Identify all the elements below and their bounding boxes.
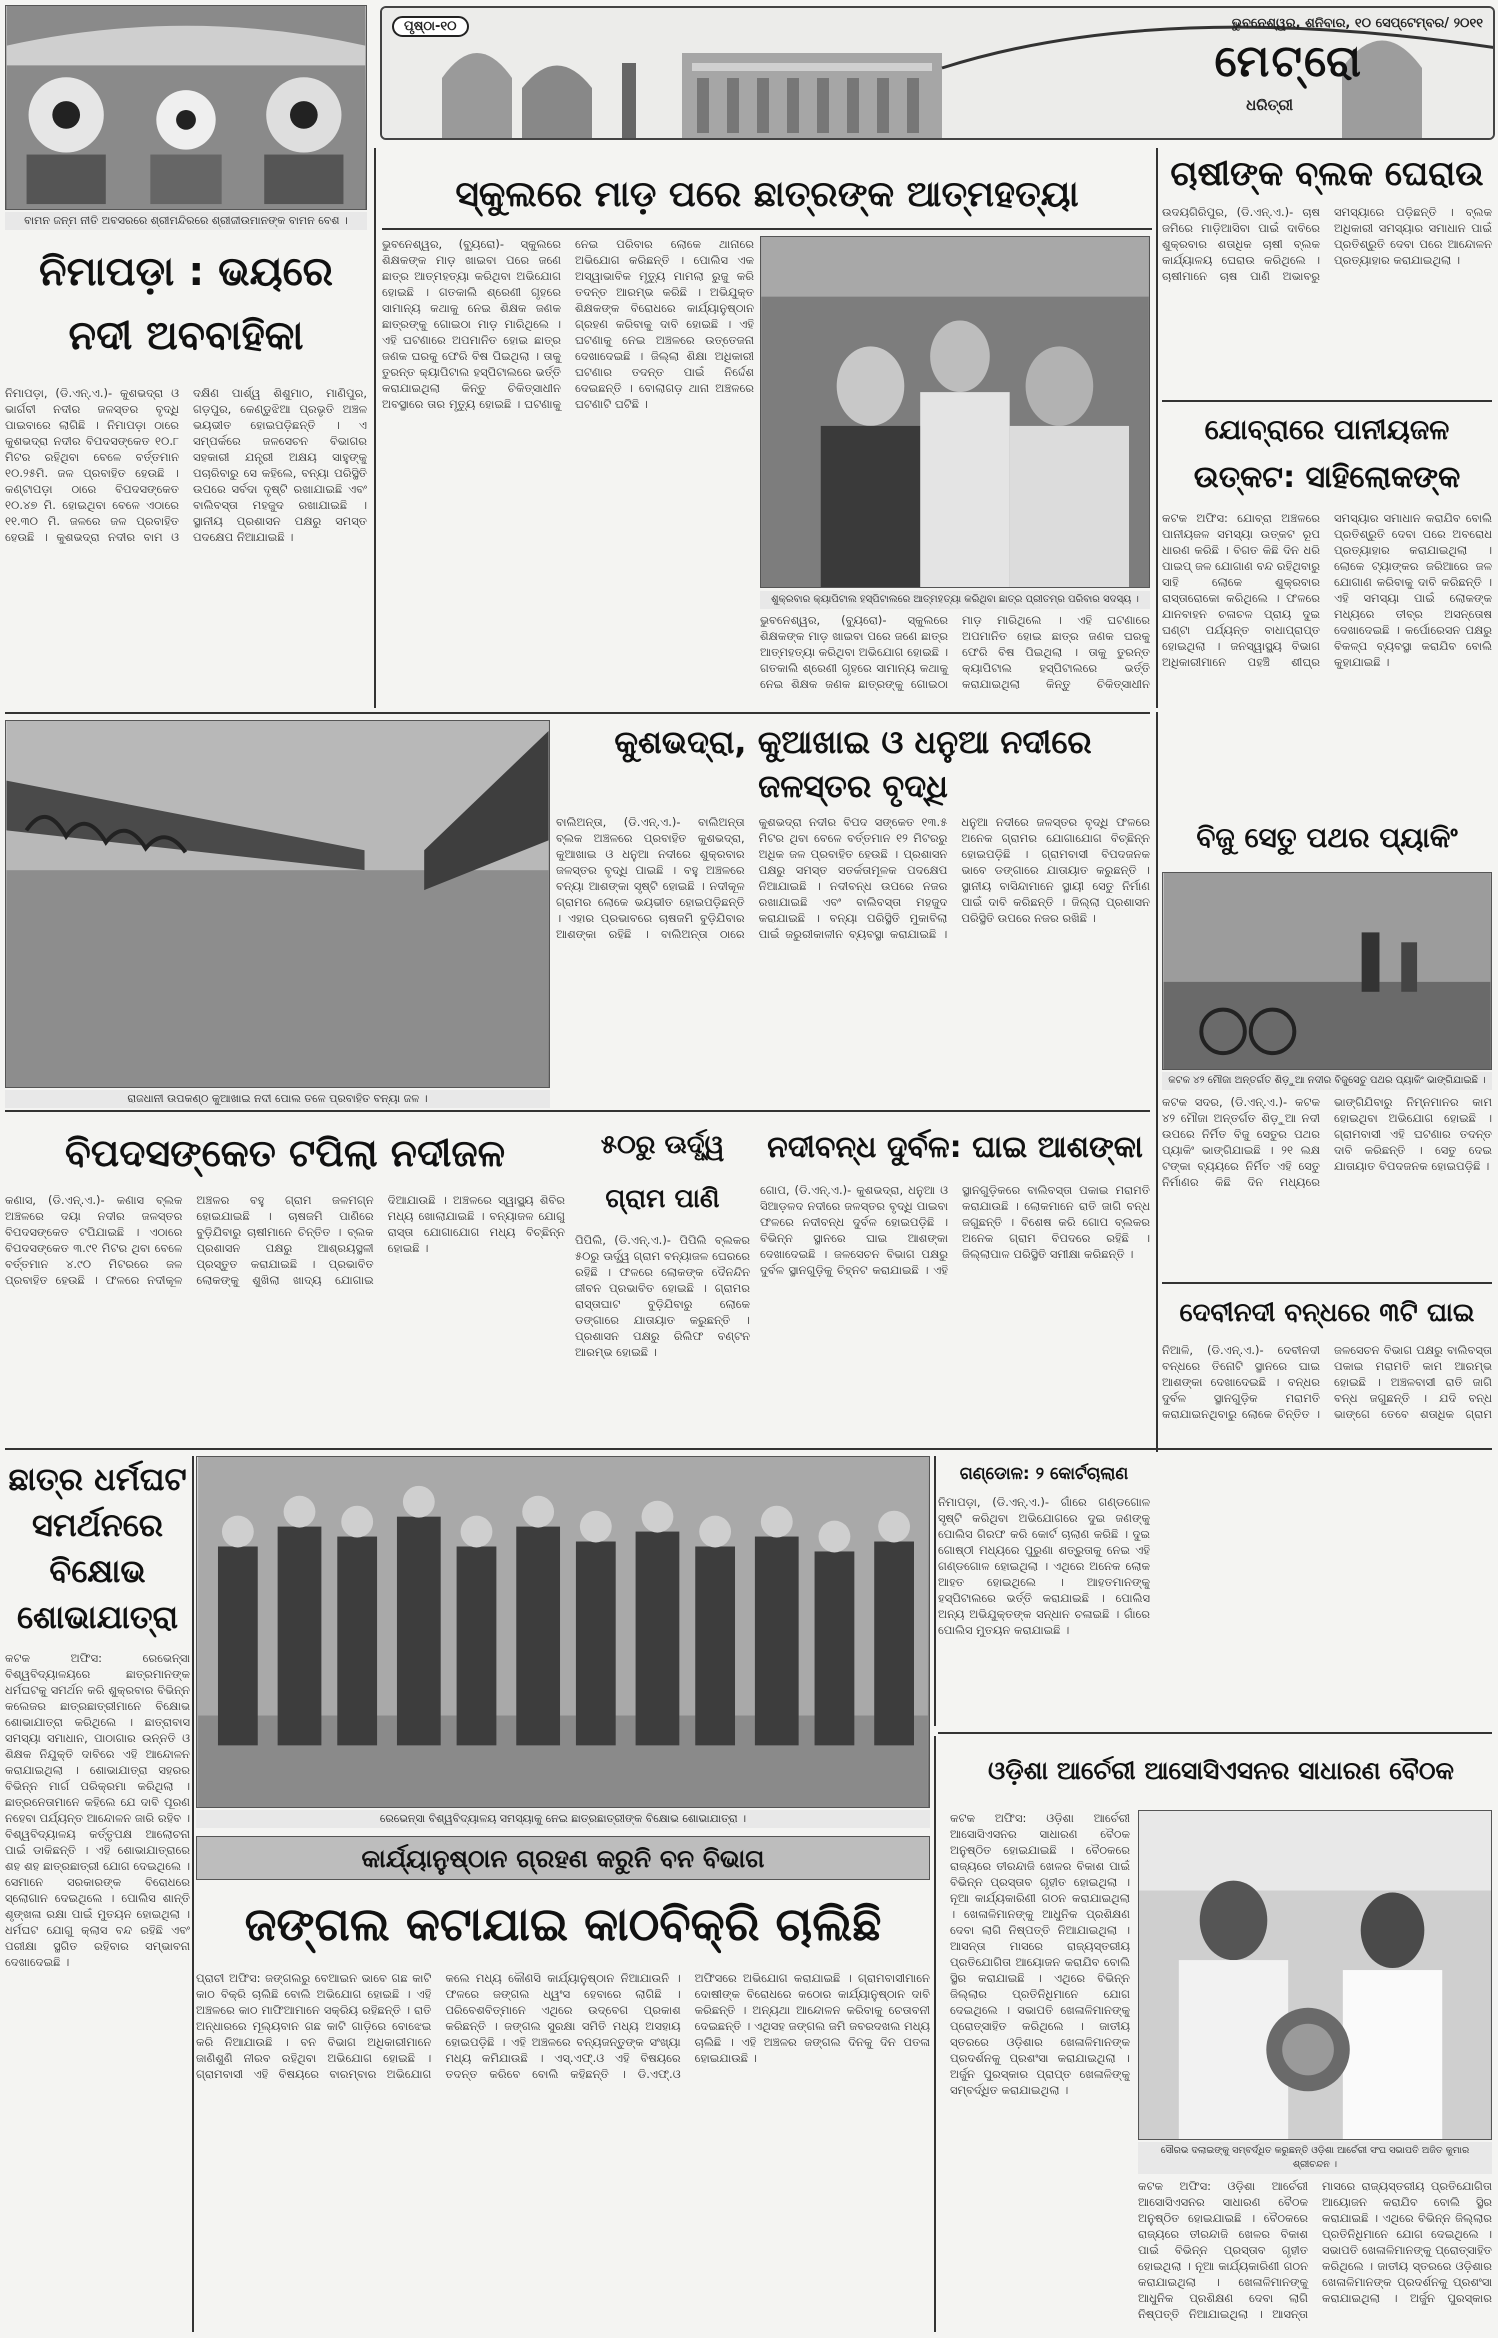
student-crowd-illustration: [197, 1457, 929, 1807]
broken-bridge-illustration: [1163, 873, 1491, 1069]
water-body: କଟକ ଅଫିସ: ଯୋବ୍ରା ଅଞ୍ଚଳରେ ପାନୀୟଜଳ ସମସ୍ୟା ଉତ୍କଟ ରୂପ ଧାରଣ କରିଛି । ବିଗତ କିଛି ଦିନ ଧରି ପାଇପ୍ ଜଳ ଯୋଗାଣ ବନ୍ଦ ରହିଥିବାରୁ ସାହି ଲୋକେ ଶୁକ୍ରବାର ରାସ୍ତାରୋକୋ କରିଥିଲେ । ଫଳରେ ଯାନବାହନ ଚଳାଚଳ ପ୍ରାୟ ଦୁଇ ଘଣ୍ଟା ପର୍ଯ୍ୟନ୍ତ ବାଧାପ୍ରାପ୍ତ ହୋଇଥିଲା । ଜନସ୍ୱାସ୍ଥ୍ୟ ବିଭାଗ ଅଧିକାରୀମାନେ ପହଞ୍ଚି ଶୀଘ୍ର ସମସ୍ୟାର ସମାଧାନ କରାଯିବ ବୋଲି ପ୍ରତିଶ୍ରୁତି ଦେବା ପରେ ଅବରୋଧ ପ୍ରତ୍ୟାହାର କରାଯାଇଥିଲା । ଲୋକେ ଟ୍ୟାଙ୍କର ଜରିଆରେ ଜଳ ଯୋଗାଣ କରିବାକୁ ଦାବି କରିଛନ୍ତି । ଏହି ସମସ୍ୟା ପାଇଁ ଲୋକଙ୍କ ମଧ୍ୟରେ ତୀବ୍ର ଅସନ୍ତୋଷ ଦେଖାଦେଇଛି । କର୍ପୋରେସନ ପକ୍ଷରୁ ବିକଳ୍ପ ବ୍ୟବସ୍ଥା କରାଯିବ ବୋଲି କୁହାଯାଇଛି ।: [1162, 511, 1492, 669]
water-kicker: ଯୋବ୍ରାରେ ପାନୀୟଜଳ: [1204, 413, 1450, 446]
divider: [934, 1456, 936, 1726]
bridge-flood-illustration: [6, 721, 549, 1087]
forest-headline: ଜଙ୍ଗଲ କଟାଯାଇ କାଠବିକ୍ରି ଚାଲିଛି: [244, 1897, 882, 1951]
villages-body: ପିପିଲି, (ଡି.ଏନ୍.ଏ.)- ପିପିଲି ବ୍ଲକର ୫୦ରୁ ଊର୍ଦ୍ଧ୍ୱ ଗ୍ରାମ ବନ୍ୟାଜଳ ଘେରରେ ରହିଛି । ଫଳରେ ଲୋକଙ୍କ ଦୈନନ୍ଦିନ ଜୀବନ ପ୍ରଭାବିତ ହୋଇଛି । ଗ୍ରାମର ରାସ୍ତାଘାଟ ବୁଡ଼ିଯିବାରୁ ଲୋକେ ଡଙ୍ଗାରେ ଯାତାୟାତ କରୁଛନ୍ତି । ପ୍ରଶାସନ ପକ୍ଷରୁ ରିଲିଫ ବଣ୍ଟନ ଆରମ୍ଭ ହୋଇଛି ।: [575, 1233, 750, 1359]
divider: [192, 1456, 194, 2332]
kushabhadra-body: ବାଲିଅନ୍ତା, (ଡି.ଏନ୍.ଏ.)- ବାଲିଅନ୍ତା ବ୍ଲକ ଅଞ୍ଚଳରେ ପ୍ରବାହିତ କୁଶଭଦ୍ରା, କୁଆଖାଇ ଓ ଧନୁଆ ନଦୀରେ ଶୁକ୍ରବାର ଜଳସ୍ତର ବୃଦ୍ଧି ପାଇଛି । ବହୁ ଅଞ୍ଚଳରେ ବନ୍ୟା ଆଶଙ୍କା ସୃଷ୍ଟି ହୋଇଛି । ନଦୀକୂଳ ଗ୍ରାମର ଲୋକେ ଭୟଭୀତ ହୋଇପଡ଼ିଛନ୍ତି । ଏହାର ପ୍ରଭାବରେ ଚାଷଜମି ବୁଡ଼ିଯିବାର ଆଶଙ୍କା ରହିଛି । ବାଲିଅନ୍ତା ଠାରେ କୁଶଭଦ୍ରା ନଦୀର ବିପଦ ସଙ୍କେତ ୧୩.୫ ମିଟର ଥିବା ବେଳେ ବର୍ତ୍ତମାନ ୧୨ ମିଟରରୁ ଅଧିକ ଜଳ ପ୍ରବାହିତ ହେଉଛି । ପ୍ରଶାସନ ପକ୍ଷରୁ ସମସ୍ତ ସତର୍କତାମୂଳକ ପଦକ୍ଷେପ ନିଆଯାଇଛି । ନଦୀବନ୍ଧ ଉପରେ ନଜର ରଖାଯାଇଛି ଏବଂ ବାଲିବସ୍ତା ମହଜୁଦ କରାଯାଇଛି । ବନ୍ୟା ପରିସ୍ଥିତି ମୁକାବିଲା ପାଇଁ ଜରୁରୀକାଳୀନ ବ୍ୟବସ୍ଥା କରାଯାଇଛି । ଧନୁଆ ନଦୀରେ ଜଳସ୍ତର ବୃଦ୍ଧି ଫଳରେ ଅନେକ ଗ୍ରାମର ଯୋଗାଯୋଗ ବିଚ୍ଛିନ୍ନ ହୋଇପଡ଼ିଛି । ଗ୍ରାମବାସୀ ବିପଦଜନକ ଭାବେ ଡଙ୍ଗାରେ ଯାତାୟାତ କରୁଛନ୍ତି । ସ୍ଥାନୀୟ ବାସିନ୍ଦାମାନେ ସ୍ଥାୟୀ ସେତୁ ନିର୍ମାଣ ପାଇଁ ଦାବି କରିଛନ୍ତି । ଜିଲ୍ଲା ପ୍ରଶାସନ ପରିସ୍ଥିତି ଉପରେ ନଜର ରଖିଛି ।: [556, 815, 1150, 941]
masthead-banner: [380, 6, 1495, 140]
embankment-body: ଗୋପ, (ଡି.ଏନ୍.ଏ.)- କୁଶଭଦ୍ରା, ଧନୁଆ ଓ ସିଆଡ଼ଳଦ ନଦୀରେ ଜଳସ୍ତର ବୃଦ୍ଧି ପାଇବା ଫଳରେ ନଦୀବନ୍ଧ ଦୁର୍ବଳ ହୋଇପଡ଼ିଛି । ବିଭିନ୍ନ ସ୍ଥାନରେ ଘାଇ ଆଶଙ୍କା ଦେଖାଦେଇଛି । ଜଳସେଚନ ବିଭାଗ ପକ୍ଷରୁ ଦୁର୍ବଳ ସ୍ଥାନଗୁଡ଼ିକୁ ଚିହ୍ନଟ କରାଯାଇଛି । ଏହି ସ୍ଥାନଗୁଡ଼ିକରେ ବାଲିବସ୍ତା ପକାଇ ମରାମତି କରାଯାଉଛି । ଲୋକମାନେ ରାତି ଜାଗି ବନ୍ଧ ଜଗୁଛନ୍ତି । ବିଶେଷ କରି ଗୋପ ବ୍ଲକର ଅନେକ ଗ୍ରାମ ବିପଦରେ ରହିଛି । ଜିଲ୍ଲାପାଳ ପରିସ୍ଥିତି ସମୀକ୍ଷା କରିଛନ୍ତି ।: [760, 1183, 1150, 1277]
danger-headline: ବିପଦସଙ୍କେତ ଟପିଲା ନଦୀଜଳ: [64, 1131, 506, 1175]
archery-body-2: କଟକ ଅଫିସ: ଓଡ଼ିଶା ଆର୍ଚେରୀ ଆସୋସିଏସନର ସାଧାରଣ ବୈଠକ ଅନୁଷ୍ଠିତ ହୋଇଯାଇଛି । ବୈଠକରେ ରାଜ୍ୟରେ ତୀରନ୍ଦାଜି ଖେଳର ବିକାଶ ପାଇଁ ବିଭିନ୍ନ ପ୍ରସ୍ତାବ ଗୃହୀତ ହୋଇଥିଲା । ନୂଆ କାର୍ଯ୍ୟକାରିଣୀ ଗଠନ କରାଯାଇଥିଲା । ଖେଳାଳିମାନଙ୍କୁ ଆଧୁନିକ ପ୍ରଶିକ୍ଷଣ ଦେବା ଲାଗି ନିଷ୍ପତ୍ତି ନିଆଯାଇଥିଲା । ଆସନ୍ତା ମାସରେ ରାଜ୍ୟସ୍ତରୀୟ ପ୍ରତିଯୋଗିତା ଆୟୋଜନ କରାଯିବ ବୋଲି ସ୍ଥିର କରାଯାଇଛି । ଏଥିରେ ବିଭିନ୍ନ ଜିଲ୍ଲାର ପ୍ରତିନିଧିମାନେ ଯୋଗ ଦେଇଥିଲେ । ସଭାପତି ଖେଳାଳିମାନଙ୍କୁ ପ୍ରୋତ୍ସାହିତ କରିଥିଲେ । ଜାତୀୟ ସ୍ତରରେ ଓଡ଼ିଶାର ଖେଳାଳିମାନଙ୍କ ପ୍ରଦର୍ଶନକୁ ପ୍ରଶଂସା କରାଯାଇଥିଲା । ଅର୍ଜୁନ ପୁରସ୍କାର: [1138, 2179, 1492, 2321]
student-rally-body: କଟକ ଅଫିସ: ରେଭେନ୍ସା ବିଶ୍ୱବିଦ୍ୟାଳୟରେ ଛାତ୍ରମାନଙ୍କ ଧର୍ମଘଟକୁ ସମର୍ଥନ କରି ଶୁକ୍ରବାର ବିଭିନ୍ନ କଲେଜର ଛାତ୍ରଛାତ୍ରୀମାନେ ବିକ୍ଷୋଭ ଶୋଭାଯାତ୍ରା କରିଥିଲେ । ଛାତ୍ରାବାସ ସମସ୍ୟା ସମାଧାନ, ପାଠାଗାର ଉନ୍ନତି ଓ ଶିକ୍ଷକ ନିଯୁକ୍ତି ଦାବିରେ ଏହି ଆନ୍ଦୋଳନ କରାଯାଇଥିଲା । ଶୋଭାଯାତ୍ରା ସହରର ବିଭିନ୍ନ ମାର୍ଗ ପରିକ୍ରମା କରିଥିଲା । ଛାତ୍ରନେତାମାନେ କହିଲେ ଯେ ଦାବି ପୂରଣ ନହେବା ପର୍ଯ୍ୟନ୍ତ ଆନ୍ଦୋଳନ ଜାରି ରହିବ । ବିଶ୍ୱବିଦ୍ୟାଳୟ କର୍ତ୍ତୃପକ୍ଷ ଆଲୋଚନା ପାଇଁ ଡାକିଛନ୍ତି । ଏହି ଶୋଭାଯାତ୍ରାରେ ଶହ ଶହ ଛାତ୍ରଛାତ୍ରୀ ଯୋଗ ଦେଇଥିଲେ । ସେମାନେ ସରକାରଙ୍କ ବିରୋଧରେ ସ୍ଲୋଗାନ ଦେଇଥିଲେ । ପୋଲିସ ଶାନ୍ତି ଶୃଙ୍ଖଳା ରକ୍ଷା ପାଇଁ ମୁତୟନ ହୋଇଥିଲା । ଧର୍ମଘଟ ଯୋଗୁ କ୍ଲାସ ବନ୍ଦ ରହିଛି ଏବଂ ପରୀକ୍ଷା ସ୍ଥଗିତ ରହିବାର ସମ୍ଭାବନା ଦେଖାଦେଇଛି ।: [5, 1651, 190, 1969]
grieving-family-illustration: [761, 237, 1149, 587]
archery-body: କଟକ ଅଫିସ: ଓଡ଼ିଶା ଆର୍ଚେରୀ ଆସୋସିଏସନର ସାଧାରଣ ବୈଠକ ଅନୁଷ୍ଠିତ ହୋଇଯାଇଛି । ବୈଠକରେ ରାଜ୍ୟରେ ତୀରନ୍ଦାଜି ଖେଳର ବିକାଶ ପାଇଁ ବିଭିନ୍ନ ପ୍ରସ୍ତାବ ଗୃହୀତ ହୋଇଥିଲା । ନୂଆ କାର୍ଯ୍ୟକାରିଣୀ ଗଠନ କରାଯାଇଥିଲା । ଖେଳାଳିମାନଙ୍କୁ ଆଧୁନିକ ପ୍ରଶିକ୍ଷଣ ଦେବା ଲାଗି ନିଷ୍ପତ୍ତି ନିଆଯାଇଥିଲା । ଆସନ୍ତା ମାସରେ ରାଜ୍ୟସ୍ତରୀୟ ପ୍ରତିଯୋଗିତା ଆୟୋଜନ କରାଯିବ ବୋଲି ସ୍ଥିର କରାଯାଇଛି । ଏଥିରେ ବିଭିନ୍ନ ଜିଲ୍ଲାର ପ୍ରତିନିଧିମାନେ ଯୋଗ ଦେଇଥିଲେ । ସଭାପତି ଖେଳାଳିମାନଙ୍କୁ ପ୍ରୋତ୍ସାହିତ କରିଥିଲେ । ଜାତୀୟ ସ୍ତରରେ ଓଡ଼ିଶାର ଖେଳାଳିମାନଙ୍କ ପ୍ରଦର୍ଶନକୁ ପ୍ରଶଂସା କରାଯାଇଥିଲା । ଅର୍ଜୁନ ପୁରସ୍କାର ପ୍ରାପ୍ତ ଖେଳାଳିଙ୍କୁ ସମ୍ବର୍ଦ୍ଧିତ କରାଯାଇଥିଲା ।: [950, 1811, 1130, 2097]
river-photo-caption: ରାଜଧାନୀ ଉପକଣ୍ଠ କୁଆଖାଇ ନଦୀ ପୋଲ ତଳେ ପ୍ରବାହିତ ବନ୍ୟା ଜଳ ।: [5, 1090, 550, 1108]
page-number: ପୃଷ୍ଠା-୧୦: [392, 16, 469, 37]
danger-body: କଣାସ, (ଡି.ଏନ୍.ଏ.)- କଣାସ ବ୍ଲକ ଅଞ୍ଚଳରେ ଦୟା ନଦୀର ଜଳସ୍ତର ବିପଦସଙ୍କେତ ଟପିଯାଇଛି । ଏଠାରେ ବିପଦସଙ୍କେତ ୩.୯୧ ମିଟର ଥିବା ବେଳେ ବର୍ତ୍ତମାନ ୪.୯୦ ମିଟରରେ ଜଳ ପ୍ରବାହିତ ହେଉଛି । ଫଳରେ ନଦୀକୂଳ ଅଞ୍ଚଳର ବହୁ ଗ୍ରାମ ଜଳମଗ୍ନ ହୋଇଯାଇଛି । ଚାଷଜମି ପାଣିରେ ବୁଡ଼ିଯିବାରୁ ଚାଷୀମାନେ ଚିନ୍ତିତ । ବ୍ଲକ ପ୍ରଶାସନ ପକ୍ଷରୁ ଆଶ୍ରୟସ୍ଥଳୀ ପ୍ରସ୍ତୁତ କରାଯାଇଛି । ପ୍ରଭାବିତ ଲୋକଙ୍କୁ ଶୁଖିଲା ଖାଦ୍ୟ ଯୋଗାଇ ଦିଆଯାଉଛି । ଅଞ୍ଚଳରେ ସ୍ୱାସ୍ଥ୍ୟ ଶିବିର ମଧ୍ୟ ଖୋଲାଯାଇଛି । ବନ୍ୟାଜଳ ଯୋଗୁ ରାସ୍ତା ଯୋଗାଯୋଗ ମଧ୍ୟ ବିଚ୍ଛିନ୍ନ ହୋଇଛି ।: [5, 1193, 565, 1287]
kushabhadra-headline: କୁଶଭଦ୍ରା, କୁଆଖାଇ ଓ ଧନୁଆ ନଦୀରେ ଜଳସ୍ତର ବୃଦ୍ଧି: [614, 723, 1092, 805]
school-suicide-headline: ସ୍କୁଲରେ ମାଡ଼ ପରେ ଛାତ୍ରଙ୍କ ଆତ୍ମହତ୍ୟା: [382, 160, 1152, 230]
river-bridge-photo: [5, 720, 550, 1088]
divider: [5, 712, 1150, 714]
archery-headline: ଓଡ଼ିଶା ଆର୍ଚେରୀ ଆସୋସିଏସନର ସାଧାରଣ ବୈଠକ: [987, 1756, 1455, 1785]
bijusetu-headline: ବିଜୁ ସେତୁ ପଥର ପ୍ୟାକିଂ: [1196, 821, 1458, 854]
forest-body: ପ୍ରାଚୀ ଅଫିସ: ଜଙ୍ଗଲରୁ ବେଆଇନ ଭାବେ ଗଛ କାଟି କାଠ ବିକ୍ରି ଚାଲିଛି ବୋଲି ଅଭିଯୋଗ ହୋଇଛି । ଏହି ଅଞ୍ଚଳରେ କାଠ ମାଫିଆମାନେ ସକ୍ରିୟ ରହିଛନ୍ତି । ରାତି ଅନ୍ଧାରରେ ମୂଲ୍ୟବାନ ଗଛ କାଟି ଗାଡ଼ିରେ ବୋଝେଇ କରି ନିଆଯାଉଛି । ବନ ବିଭାଗ ଅଧିକାରୀମାନେ ଜାଣିଶୁଣି ନୀରବ ରହିଥିବା ଅଭିଯୋଗ ହୋଇଛି । ଗ୍ରାମବାସୀ ଏହି ବିଷୟରେ ବାରମ୍ବାର ଅଭିଯୋଗ କଲେ ମଧ୍ୟ କୌଣସି କାର୍ଯ୍ୟାନୁଷ୍ଠାନ ନିଆଯାଉନି । ଫଳରେ ଜଙ୍ଗଲ ଧ୍ୱଂସ ହେବାରେ ଲାଗିଛି । ପରିବେଶବିତ୍‌ମାନେ ଏଥିରେ ଉଦ୍‌ବେଗ ପ୍ରକାଶ କରିଛନ୍ତି । ଜଙ୍ଗଲ ସୁରକ୍ଷା ସମିତି ମଧ୍ୟ ଅସହାୟ ହୋଇପଡ଼ିଛି । ଏହି ଅଞ୍ଚଳରେ ବନ୍ୟଜନ୍ତୁଙ୍କ ସଂଖ୍ୟା ମଧ୍ୟ କମିଯାଉଛି । ଏସ୍.ଏଫ୍.ଓ ଏହି ବିଷୟରେ ତଦନ୍ତ କରିବେ ବୋଲି କହିଛନ୍ତି । ଡି.ଏଫ୍.ଓ ଅଫିସରେ ଅଭିଯୋଗ କରାଯାଇଛି । ଗ୍ରାମବାସୀମାନେ ଦୋଷୀଙ୍କ ବିରୋଧରେ କଠୋର କାର୍ଯ୍ୟାନୁଷ୍ଠାନ ଦାବି କରିଛନ୍ତି । ଅନ୍ୟଥା ଆନ୍ଦୋଳନ କରିବାକୁ ଚେତାବନୀ ଦେଇଛନ୍ତି । ଏଥିସହ ଜଙ୍ଗଲ ଜମି ଜବରଦଖଲ ମଧ୍ୟ ଚାଲିଛି । ଏହି ଅଞ୍ଚଳର ଜଙ୍ଗଲ ଦିନକୁ ଦିନ ପତଳା ହୋଇଯାଉଛି ।: [196, 1971, 930, 2081]
divider: [938, 1732, 1492, 1734]
nimapara-headline: ନିମାପଡ଼ା : ଭୟରେ ନଦୀ ଅବବାହିକା: [39, 249, 333, 359]
school-suicide-photo: [760, 236, 1150, 588]
farmers-headline: ଚାଷୀଙ୍କ ବ୍ଲକ ଘେରାଉ: [1170, 154, 1484, 194]
archery-photo: [1138, 1810, 1492, 2140]
school-suicide-photo-caption: ଶୁକ୍ରବାର କ୍ୟାପିଟାଲ ହସ୍ପିଟାଲରେ ଆତ୍ମହତ୍ୟା କରିଥିବା ଛାତ୍ର ପ୍ରୀତମ୍‌ର ପରିବାର ସଦସ୍ୟ ।: [760, 591, 1150, 609]
ganjam-headline: ଗଣ୍ଡୋଳ: ୨ କୋର୍ଟଚାଲାଣ: [959, 1464, 1129, 1484]
ganjam-body: ନିମାପଡ଼ା, (ଡି.ଏନ୍.ଏ.)- ଗାଁରେ ଗଣ୍ଡଗୋଳ ସୃଷ୍ଟି କରିଥିବା ଅଭିଯୋଗରେ ଦୁଇ ଜଣଙ୍କୁ ପୋଲିସ ଗିରଫ କରି କୋର୍ଟ ଚାଲାଣ କରିଛି । ଦୁଇ ଗୋଷ୍ଠୀ ମଧ୍ୟରେ ପୁରୁଣା ଶତ୍ରୁତାକୁ ନେଇ ଏହି ଗଣ୍ଡଗୋଳ ହୋଇଥିଲା । ଏଥିରେ ଅନେକ ଲୋକ ଆହତ ହୋଇଥିଲେ । ଆହତମାନଙ୍କୁ ହସ୍ପିଟାଲରେ ଭର୍ତ୍ତି କରାଯାଇଛି । ପୋଲିସ ଅନ୍ୟ ଅଭିଯୁକ୍ତଙ୍କ ସନ୍ଧାନ ଚଳାଇଛି । ଗାଁରେ ପୋଲିସ ମୁତୟନ କରାଯାଇଛି ।: [938, 1495, 1150, 1637]
devi-headline: ଦେବୀନଦୀ ବନ୍ଧରେ ୩ଟି ଘାଇ: [1179, 1298, 1475, 1328]
bijusetu-body: କଟକ ସଦର, (ଡି.ଏନ୍.ଏ.)- କଟକ ୪୨ ମୌଜା ଅନ୍ତର୍ଗତ ଶିଡ଼ୁଆ ନଦୀ ଉପରେ ନିର୍ମିତ ବିଜୁ ସେତୁର ପଥର ପ୍ୟାକିଂ ଭାଙ୍ଗିଯାଇଛି । ୨୧ ଲକ୍ଷ ଟଙ୍କା ବ୍ୟୟରେ ନିର୍ମିତ ଏହି ସେତୁ ନିର୍ମାଣର କିଛି ଦିନ ମଧ୍ୟରେ ଭାଙ୍ଗିଯିବାରୁ ନିମ୍ନମାନର କାମ ହୋଇଥିବା ଅଭିଯୋଗ ହୋଇଛି । ଗ୍ରାମବାସୀ ଏହି ଘଟଣାର ତଦନ୍ତ ଦାବି କରିଛନ୍ତି । ସେତୁ ଦେଇ ଯାତାୟାତ ବିପଦଜନକ ହୋଇପଡ଼ିଛି ।: [1162, 1095, 1492, 1189]
divider: [934, 1736, 936, 2332]
temple-photo-caption: ବାମନ ଜନ୍ମ ନୀତି ଅବସରରେ ଶ୍ରୀମନ୍ଦିରରେ ଶ୍ରୀଜୀଉମାନଙ୍କ ବାମନ ବେଶ ।: [5, 212, 367, 230]
divider: [374, 148, 376, 708]
student-rally-photo-caption: ରେଭେନ୍ସା ବିଶ୍ୱବିଦ୍ୟାଳୟ ସମସ୍ୟାକୁ ନେଇ ଛାତ୍ରଛାତ୍ରୀଙ୍କ ବିକ୍ଷୋଭ ଶୋଭାଯାତ୍ରା ।: [196, 1810, 930, 1828]
masthead-subtitle: ଧରିତ୍ରୀ: [1246, 96, 1293, 114]
divider: [1162, 400, 1492, 402]
archery-photo-caption: ସୌରଭ ଦଲାଇଙ୍କୁ ସମ୍ବର୍ଦ୍ଧିତ କରୁଛନ୍ତି ଓଡ଼ିଶା ଆର୍ଚେରୀ ସଂଘ ସଭାପତି ଅଜିତ କୁମାର ଶ୍ରୀଚନ୍ଦନ ।: [1138, 2142, 1492, 2174]
bijusetu-photo-caption: କଟକ ୪୨ ମୌଜା ଅନ୍ତର୍ଗତ ଶିଡ଼ୁଆ ନଦୀର ବିଜୁସେତୁ ପଥର ପ୍ୟାକିଂ ଭାଙ୍ଗିଯାଇଛି ।: [1162, 1072, 1492, 1090]
masthead-title: ମେଟ୍ରୋ: [1214, 36, 1363, 87]
dateline: ଭୁବନେଶ୍ୱର, ଶନିବାର, ୧୦ ସେପ୍ଟେମ୍ବର/ ୨୦୧୧: [1231, 16, 1483, 31]
divider: [5, 1110, 1150, 1112]
embankment-headline: ନଦୀବନ୍ଧ ଦୁର୍ବଳ: ଘାଇ ଆଶଙ୍କା: [767, 1130, 1143, 1165]
divider: [1156, 148, 1158, 708]
villages-headline: ୫୦ରୁ ଊର୍ଦ୍ଧ୍ୱ ଗ୍ରାମ ପାଣି: [600, 1130, 725, 1214]
divider: [1162, 1282, 1492, 1284]
school-suicide-body-2: ଭୁବନେଶ୍ୱର, (ବ୍ୟୁରୋ)- ସ୍କୁଲରେ ଶିକ୍ଷକଙ୍କ ମାଡ଼ ଖାଇବା ପରେ ଜଣେ ଛାତ୍ର ଆତ୍ମହତ୍ୟା କରିଥିବା ଅଭିଯୋଗ ହୋଇଛି । ଗତକାଲି ଶ୍ରେଣୀ ଗୃହରେ ସାମାନ୍ୟ କଥାକୁ ନେଇ ଶିକ୍ଷକ ଜଣକ ଛାତ୍ରଙ୍କୁ ଗୋଇଠା ମାଡ଼ ମାରିଥିଲେ । ଏହି ଘଟଣାରେ ଅପମାନିତ ହୋଇ ଛାତ୍ର ଜଣକ ଘରକୁ ଫେରି ବିଷ ପିଇଥିଲା । ତାକୁ ତୁରନ୍ତ କ୍ୟାପିଟାଲ ହସ୍ପିଟାଲରେ ଭର୍ତ୍ତି କରାଯାଇଥିଲା କିନ୍ତୁ ଚିକିତ୍ସାଧୀନ: [760, 613, 1150, 691]
deities-illustration: [6, 6, 366, 209]
bijusetu-photo: [1162, 872, 1492, 1070]
farmers-body: ଉଦୟଗିରିପୁର, (ଡି.ଏନ୍.ଏ.)- ଚାଷ ଜମିରେ ମାଡ଼ିଆସିବା ପାଇଁ ଦାବିରେ ଶୁକ୍ରବାର ଶତାଧିକ ଚାଷୀ ବ୍ଲକ କାର୍ଯ୍ୟାଳୟ ଘେରାଉ କରିଥିଲେ । ଚାଷୀମାନେ ଚାଷ ପାଣି ଅଭାବରୁ ସମସ୍ୟାରେ ପଡ଼ିଛନ୍ତି । ବ୍ଲକ ଅଧିକାରୀ ସମସ୍ୟାର ସମାଧାନ ପାଇଁ ପ୍ରତିଶ୍ରୁତି ଦେବା ପରେ ଆନ୍ଦୋଳନ ପ୍ରତ୍ୟାହାର କରାଯାଇଥିଲା ।: [1162, 205, 1492, 283]
nimapara-body: ନିମାପଡ଼ା, (ଡି.ଏନ୍.ଏ.)- କୁଶଭଦ୍ରା ଓ ଭାର୍ଗବୀ ନଦୀର ଜଳସ୍ତର ବୃଦ୍ଧି ପାଇବାରେ ଲାଗିଛି । ନିମାପଡ଼ା ଠାରେ କୁଶଭଦ୍ରା ନଦୀର ବିପଦସଙ୍କେତ ୧୦.୮ ମିଟର ରହିଥିବା ବେଳେ ବର୍ତ୍ତମାନ ୧୦.୨୫ମି. ଜଳ ପ୍ରବାହିତ ହେଉଛି । କଣ୍ଟାପଡ଼ା ଠାରେ ବିପଦସଙ୍କେତ ୧୦.୪୭ ମି. ହୋଇଥିବା ବେଳେ ଏଠାରେ ୧୧.୩୦ ମି. ଜଳରେ ଜଳ ପ୍ରବାହିତ ହେଉଛି । କୁଶଭଦ୍ରା ନଦୀର ବାମ ଓ ଦକ୍ଷିଣ ପାର୍ଶ୍ୱ ଶିଶୁମାଠ, ମାଣିପୁର, ଗଡ଼ପୁର, କେଣ୍ଡୁଝିଆ ପ୍ରଭୃତି ଅଞ୍ଚଳ ଭୟଭୀତ ହୋଇପଡ଼ିଛନ୍ତି । ଏ ସମ୍ପର୍କରେ ଜଳସେଚନ ବିଭାଗର ସହକାରୀ ଯନ୍ତ୍ରୀ ଅକ୍ଷୟ ସାହୁଙ୍କୁ ପଚାରିବାରୁ ସେ କହିଲେ, ବନ୍ୟା ପରିସ୍ଥିତି ଉପରେ ସର୍ବଦା ଦୃଷ୍ଟି ରଖାଯାଇଛି ଏବଂ ବାଲିବସ୍ତା ମହଜୁଦ ରଖାଯାଇଛି । ସ୍ଥାନୀୟ ପ୍ରଶାସନ ପକ୍ଷରୁ ସମସ୍ତ ପଦକ୍ଷେପ ନିଆଯାଇଛି ।: [5, 386, 367, 544]
divider: [1156, 712, 1158, 1452]
temple-photo: [5, 5, 367, 210]
student-rally-headline: ଛାତ୍ର ଧର୍ମଘଟ ସମର୍ଥନରେ ବିକ୍ଷୋଭ ଶୋଭାଯାତ୍ରା: [8, 1460, 187, 1636]
water-headline: ଉତ୍କଟ: ସାହିଲୋକଙ୍କ: [1193, 460, 1461, 495]
student-rally-photo: [196, 1456, 930, 1808]
felicitation-illustration: [1139, 1811, 1491, 2139]
devi-body: ନିଆଳି, (ଡି.ଏନ୍.ଏ.)- ଦେବୀନଦୀ ବନ୍ଧରେ ତିନୋଟି ସ୍ଥାନରେ ଘାଇ ଆଶଙ୍କା ଦେଖାଦେଇଛି । ବନ୍ଧର ଦୁର୍ବଳ ସ୍ଥାନଗୁଡ଼ିକ ମରାମତି କରାଯାଇନଥିବାରୁ ଲୋକେ ଚିନ୍ତିତ । ଜଳସେଚନ ବିଭାଗ ପକ୍ଷରୁ ବାଲିବସ୍ତା ପକାଇ ମରାମତି କାମ ଆରମ୍ଭ ହୋଇଛି । ଅଞ୍ଚଳବାସୀ ରାତି ଜାଗି ବନ୍ଧ ଜଗୁଛନ୍ତି । ଯଦି ବନ୍ଧ ଭାଙ୍ଗେ ତେବେ ଶତାଧିକ ଗ୍ରାମ: [1162, 1343, 1492, 1421]
divider: [5, 1448, 1492, 1450]
school-suicide-body: ଭୁବନେଶ୍ୱର, (ବ୍ୟୁରୋ)- ସ୍କୁଲରେ ଶିକ୍ଷକଙ୍କ ମାଡ଼ ଖାଇବା ପରେ ଜଣେ ଛାତ୍ର ଆତ୍ମହତ୍ୟା କରିଥିବା ଅଭିଯୋଗ ହୋଇଛି । ଗତକାଲି ଶ୍ରେଣୀ ଗୃହରେ ସାମାନ୍ୟ କଥାକୁ ନେଇ ଶିକ୍ଷକ ଜଣକ ଛାତ୍ରଙ୍କୁ ଗୋଇଠା ମାଡ଼ ମାରିଥିଲେ । ଏହି ଘଟଣାରେ ଅପମାନିତ ହୋଇ ଛାତ୍ର ଜଣକ ଘରକୁ ଫେରି ବିଷ ପିଇଥିଲା । ତାକୁ ତୁରନ୍ତ କ୍ୟାପିଟାଲ ହସ୍ପିଟାଲରେ ଭର୍ତ୍ତି କରାଯାଇଥିଲା କିନ୍ତୁ ଚିକିତ୍ସାଧୀନ ଅବସ୍ଥାରେ ତାର ମୃତ୍ୟୁ ହୋଇଛି । ଘଟଣାକୁ ନେଇ ପରିବାର ଲୋକେ ଥାନାରେ ଅଭିଯୋଗ କରିଛନ୍ତି । ପୋଲିସ ଏକ ଅସ୍ୱାଭାବିକ ମୃତ୍ୟୁ ମାମଲା ରୁଜୁ କରି ତଦନ୍ତ ଆରମ୍ଭ କରିଛି । ଅଭିଯୁକ୍ତ ଶିକ୍ଷକଙ୍କ ବିରୋଧରେ କାର୍ଯ୍ୟାନୁଷ୍ଠାନ ଗ୍ରହଣ କରିବାକୁ ଦାବି ହୋଇଛି । ଏହି ଘଟଣାକୁ ନେଇ ଅଞ୍ଚଳରେ ଉତ୍ତେଜନା ଦେଖାଦେଇଛି । ଜିଲ୍ଲା ଶିକ୍ଷା ଅଧିକାରୀ ଘଟଣାର ତଦନ୍ତ ପାଇଁ ନିର୍ଦ୍ଦେଶ ଦେଇଛନ୍ତି । ବୋଲାଗଡ଼ ଥାନା ଅଞ୍ଚଳରେ ଘଟଣାଟି ଘଟିଛି ।: [382, 237, 754, 411]
forest-kicker: କାର୍ଯ୍ୟାନୁଷ୍ଠାନ ଗ୍ରହଣ କରୁନି ବନ ବିଭାଗ: [196, 1836, 930, 1880]
